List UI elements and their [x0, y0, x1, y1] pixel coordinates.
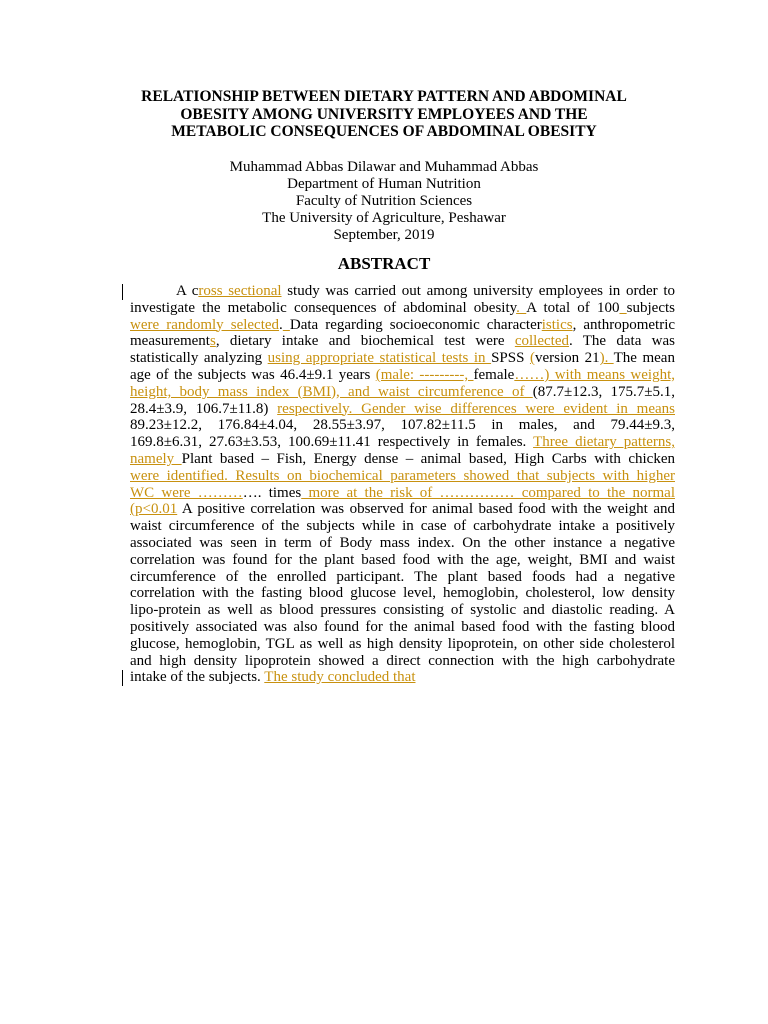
abstract-body: [130, 283, 675, 686]
tracked-change: (: [529, 350, 535, 367]
text-run: study was carried out among university employees in order to: [281, 283, 675, 299]
text-run: correlation with the fasting blood glucose level, hemoglobin, cholesterol, low density: [130, 585, 675, 602]
abstract-line: [130, 501, 675, 518]
text-run: statistically analyzing: [130, 350, 268, 367]
paper-title: [120, 88, 648, 141]
text-run: associated was seen in term of Body mass index. On the other instance a negative: [130, 534, 675, 551]
text-run: .: [279, 316, 283, 333]
tracked-change: ……) with means weight,: [514, 366, 675, 383]
abstract-line: [130, 535, 675, 552]
title-line: RELATIONSHIP BETWEEN DIETARY PATTERN AND ABDOMINAL: [141, 88, 627, 105]
abstract-line: [130, 333, 675, 350]
text-run: and high density lipoprotein showed a direct connection with the high carbohydrate: [130, 652, 675, 669]
abstract-line: [130, 619, 675, 636]
text-run: circumference of the enrolled participant. The plant based foods had a negative: [130, 568, 675, 585]
text-run: A total of 100: [526, 299, 620, 316]
abstract-line: [130, 485, 675, 502]
abstract-line: [130, 401, 675, 418]
tracked-change: height, body mass index (BMI), and waist circumference of: [130, 383, 533, 400]
abstract-line: [130, 468, 675, 485]
tracked-change: were randomly selected: [130, 316, 280, 333]
text-run: 28.4±3.9, 106.7±11.8): [130, 400, 278, 417]
abstract-line: [130, 636, 675, 653]
title-line: METABOLIC CONSEQUENCES OF ABDOMINAL OBESITY: [171, 123, 597, 140]
author-block: [120, 159, 648, 244]
tracked-change: using appropriate statistical tests in: [267, 350, 492, 367]
abstract-line: [130, 367, 675, 384]
tracked-change: respectively. Gender wise differences were evident in means: [277, 400, 675, 417]
text-run: (87.7±12.3, 175.7±5.1,: [532, 383, 675, 400]
abstract-line: [130, 569, 675, 586]
text-run: .: [569, 333, 573, 350]
abstract-line: [130, 518, 675, 535]
abstract-heading: ABSTRACT: [337, 254, 431, 273]
tracked-change: Three dietary patterns,: [533, 434, 675, 451]
title-line: OBESITY AMONG UNIVERSITY EMPLOYEES AND THE: [180, 105, 588, 123]
change-bar-bottom: [122, 670, 123, 686]
tracked-change: collected: [514, 333, 569, 350]
tracked-change: ross sectional: [198, 283, 282, 299]
abstract-line: [130, 653, 675, 670]
text-run: waist circumference of the subjects while in case of carbohydrate intake a positively: [130, 518, 675, 535]
abstract-line: [130, 669, 675, 686]
abstract-line: [130, 451, 675, 468]
tracked-change: namely: [130, 450, 182, 467]
abstract-line: [130, 317, 675, 334]
abstract-line: [130, 283, 675, 300]
text-run: lipo-protein as well as blood pressures consisting of systolic and diastolic reading. A: [130, 602, 675, 619]
tracked-change: .: [516, 299, 527, 316]
change-bar-top: [122, 284, 123, 300]
tracked-change: [283, 317, 290, 333]
tracked-change: ).: [599, 350, 614, 367]
text-run: correlation was found for the plant based food with the age, weight, BMI and waist: [130, 551, 675, 568]
tracked-change: WC were ………: [130, 484, 243, 501]
text-run: age of the subjects was 46.4±9.1 years: [130, 366, 376, 383]
text-run: The data was: [572, 333, 675, 350]
author-names: Muhammad Abbas Dilawar and Muhammad Abbas: [229, 159, 539, 175]
text-run: positively associated was also found for the animal based food with the fasting blood: [130, 618, 675, 635]
text-run: Plant based – Fish, Energy dense – animal based, High Carbs with chicken: [181, 450, 675, 467]
abstract-line: [130, 585, 675, 602]
faculty: Faculty of Nutrition Sciences: [295, 193, 473, 209]
tracked-change: (male: ---------,: [375, 366, 474, 383]
text-run: The mean: [613, 350, 675, 367]
tracked-change: (p<0.01: [130, 501, 178, 518]
abstract-line: [130, 417, 675, 434]
text-run: SPSS: [491, 350, 530, 367]
abstract-line: [130, 350, 675, 367]
department: Department of Human Nutrition: [287, 176, 481, 192]
tracked-change: s: [209, 333, 216, 350]
university: The University of Agriculture, Peshawar: [262, 210, 506, 226]
tracked-change: istics: [541, 316, 573, 333]
text-run: subjects: [626, 299, 675, 316]
abstract-line: [130, 434, 675, 451]
text-run: measurement: [130, 333, 210, 350]
text-run: intake of the subjects.: [130, 669, 265, 686]
abstract-line: [130, 552, 675, 569]
text-run: glucose, hemoglobin, TGL as well as high density lipoprotein, on other side cholesterol: [130, 635, 675, 652]
tracked-change: The study concluded that: [264, 669, 416, 686]
text-run: , dietary intake and biochemical test were: [215, 333, 515, 350]
text-run: version 21: [534, 350, 600, 367]
tracked-change: [619, 300, 626, 316]
text-run: , anthropometric: [572, 316, 676, 333]
abstract-line: [130, 384, 675, 401]
text-run: …. times: [242, 484, 302, 501]
text-run: 89.23±12.2, 176.84±4.04, 28.55±3.97, 107.82±11.5 in males, and 79.44±9.3,: [130, 417, 675, 434]
date: September, 2019: [333, 227, 435, 243]
text-run: 169.8±6.31, 27.63±3.53, 100.69±11.41 respectively in females.: [130, 434, 534, 451]
text-run: A positive correlation was observed for animal based food with the weight and: [177, 501, 675, 518]
tracked-change: were identified. Results on biochemical parameters showed that subjects with higher: [130, 467, 675, 484]
text-run: A c: [176, 283, 199, 299]
tracked-change: more at the risk of …………… compared to the normal: [301, 484, 675, 501]
abstract-line: [130, 602, 675, 619]
abstract-line: [130, 300, 675, 317]
text-run: Data regarding socioeconomic character: [289, 316, 542, 333]
text-run: female: [473, 366, 515, 383]
text-run: investigate the metabolic consequences of abdominal obesity: [130, 299, 517, 316]
